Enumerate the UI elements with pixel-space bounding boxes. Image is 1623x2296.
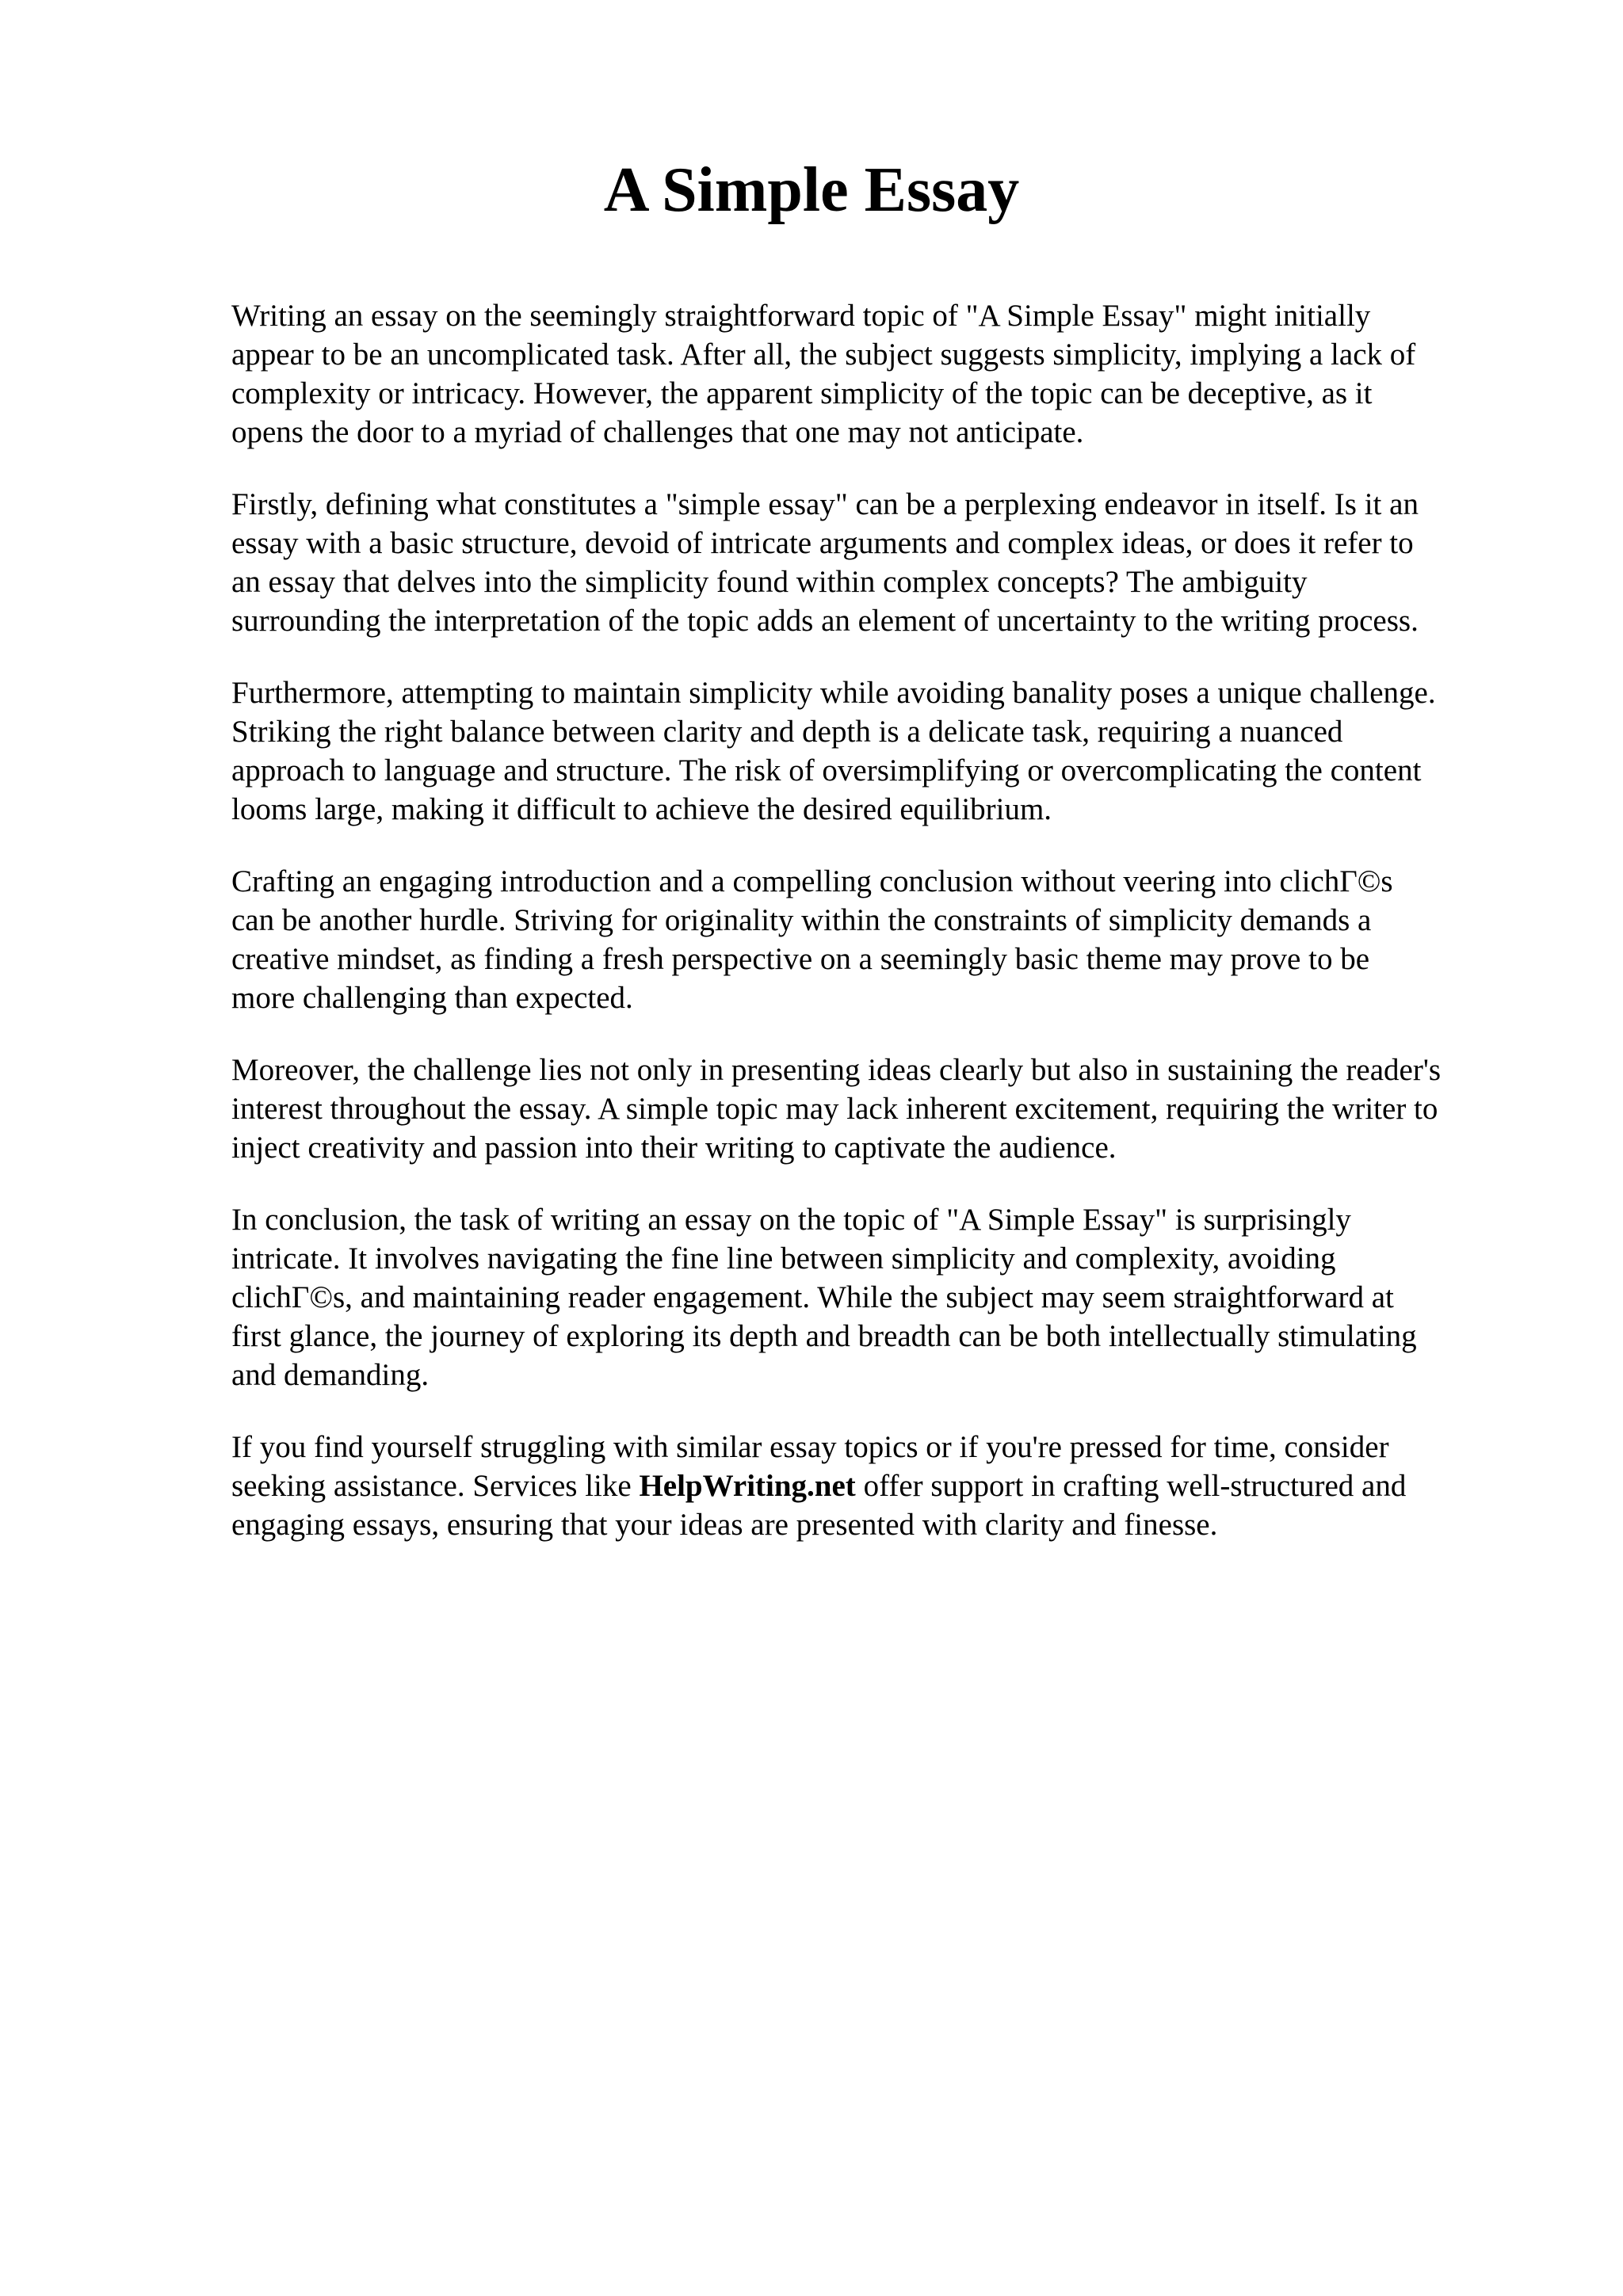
text-line: essay with a basic structure, devoid of intricate arguments and complex ideas, or does it refer to (231, 526, 1414, 560)
text-line: creative mindset, as finding a fresh perspective on a seemingly basic theme may prove to be (231, 942, 1370, 976)
text-line: engaging essays, ensuring that your ideas are presented with clarity and finesse. (231, 1508, 1218, 1542)
brand-name: HelpWriting.net (639, 1469, 856, 1503)
text-line: Crafting an engaging introduction and a compelling conclusion without veering into clichΓ©s (231, 864, 1393, 898)
text-line: looms large, making it difficult to achieve the desired equilibrium. (231, 792, 1052, 826)
paragraph-3 (231, 673, 1531, 829)
page-title: A Simple Essay (603, 155, 1020, 225)
text-line: complexity or intricacy. However, the apparent simplicity of the topic can be deceptive, as it (231, 376, 1373, 410)
text-line: Furthermore, attempting to maintain simplicity while avoiding banality poses a unique challenge. (231, 676, 1436, 710)
text-line: first glance, the journey of exploring its depth and breadth can be both intellectually stimulating (231, 1319, 1417, 1353)
text-fragment: offer support in crafting well-structured and (855, 1469, 1407, 1503)
text-line: clichΓ©s, and maintaining reader engagement. While the subject may seem straightforward at (231, 1280, 1394, 1314)
text-line: Striking the right balance between clarity and depth is a delicate task, requiring a nuanced (231, 715, 1343, 749)
text-line: approach to language and structure. The risk of oversimplifying or overcomplicating the content (231, 753, 1422, 788)
text-line: can be another hurdle. Striving for originality within the constraints of simplicity demands a (231, 903, 1372, 937)
paragraph-4 (231, 862, 1531, 1017)
text-line: an essay that delves into the simplicity found within complex concepts? The ambiguity (231, 565, 1308, 599)
paragraph-6 (231, 1200, 1531, 1394)
text-line: opens the door to a myriad of challenges that one may not anticipate. (231, 415, 1084, 449)
text-line: and demanding. (231, 1358, 430, 1392)
text-line: appear to be an uncomplicated task. After all, the subject suggests simplicity, implying a lack of (231, 338, 1416, 372)
text-line: more challenging than expected. (231, 981, 633, 1015)
paragraph-2 (231, 485, 1531, 640)
paragraph-5 (231, 1051, 1531, 1167)
text-fragment: seeking assistance. Services like (231, 1469, 640, 1503)
text-line: inject creativity and passion into their writing to captivate the audience. (231, 1131, 1117, 1165)
text-line: intricate. It involves navigating the fine line between simplicity and complexity, avoiding (231, 1241, 1336, 1276)
text-line (231, 1466, 1531, 1505)
essay-body (231, 296, 1531, 1577)
text-line: In conclusion, the task of writing an essay on the topic of "A Simple Essay" is surprisingly (231, 1203, 1351, 1237)
text-line: Moreover, the challenge lies not only in presenting ideas clearly but also in sustaining the reader's (231, 1053, 1442, 1087)
paragraph-1 (231, 296, 1531, 452)
text-line: Writing an essay on the seemingly straightforward topic of "A Simple Essay" might initially (231, 299, 1371, 333)
closing-paragraph (231, 1428, 1531, 1544)
text-line: interest throughout the essay. A simple topic may lack inherent excitement, requiring the writer to (231, 1092, 1438, 1126)
text-line: If you find yourself struggling with similar essay topics or if you're pressed for time, consider (231, 1430, 1389, 1464)
text-line: Firstly, defining what constitutes a "simple essay" can be a perplexing endeavor in itself. Is it an (231, 487, 1419, 521)
text-line: surrounding the interpretation of the topic adds an element of uncertainty to the writing process. (231, 604, 1419, 638)
